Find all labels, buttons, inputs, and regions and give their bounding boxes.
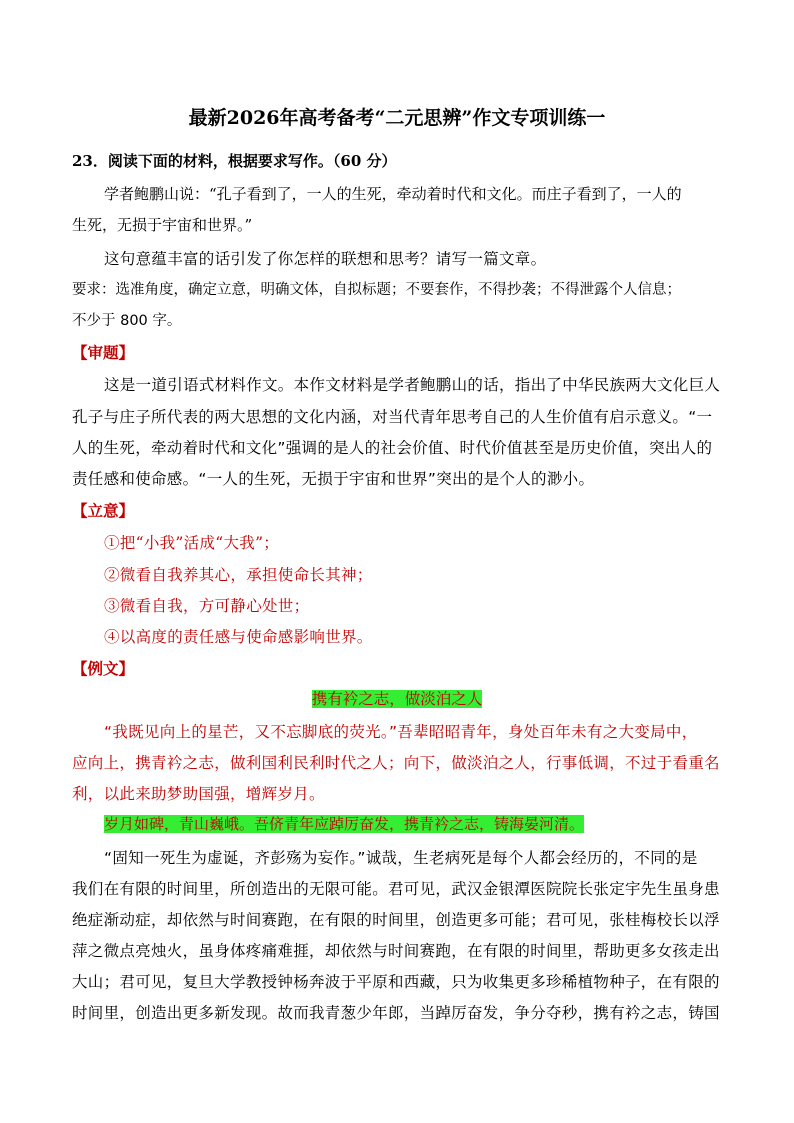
- analysis-line-2: 孔子与庄子所代表的两大思想的文化内涵，对当代青年思考自己的人生价值有启示意义。“一: [72, 408, 713, 426]
- requirement-line-2: 不少于 800 字。: [72, 313, 182, 329]
- example-heading: 【例文】: [72, 660, 135, 678]
- requirement-line-1: 要求：选准角度，确定立意，明确文体，自拟标题；不要套作，不得抄袭；不得泄露个人信息；: [72, 282, 681, 298]
- para2-line-5: 大山；君可见，复旦大学教授钟杨奔波于平原和西藏，只为收集更多珍稀植物种子，在有限的: [72, 973, 720, 991]
- theme-item-1: ①把“小我”活成“大我”；: [104, 534, 280, 552]
- highlight-row: [104, 813, 584, 834]
- document-title: 最新2026年高考备考“二元思辨”作文专项训练一: [188, 107, 606, 129]
- highlight-sentence: 岁月如碑，青山巍峨。吾侪青年应踔厉奋发，携青衿之志，铸海晏河清。: [104, 815, 585, 833]
- theme-item-4: ④以高度的责任感与使命感影响世界。: [104, 628, 373, 646]
- analysis-line-3: 人的生死，牵动着时代和文化”强调的是人的社会价值、时代价值甚至是历史价值，突出人的: [72, 439, 713, 457]
- analysis-line-4: 责任感和使命感。“一人的生死，无损于宇宙和世界”突出的是个人的渺小。: [72, 470, 595, 488]
- para1-line-2: 应向上，携青衿之志，做利国利民利时代之人；向下，做淡泊之人，行事低调，不过于看重名: [72, 754, 720, 772]
- material-line-2: 生死，无损于宇宙和世界。”: [72, 216, 253, 234]
- para1-line-1: “我既见向上的星芒，又不忘脚底的荧光。”吾辈昭昭青年，身处百年未有之大变局中，: [104, 723, 698, 741]
- para2-line-1: “固知一死生为虚诞，齐彭殇为妄作。”诚哉，生老病死是每个人都会经历的，不同的是: [104, 849, 698, 867]
- theme-item-2: ②微看自我养其心，承担使命长其神；: [104, 566, 373, 584]
- material-line-1: 学者鲍鹏山说：“孔子看到了，一人的生死，牵动着时代和文化。而庄子看到了，一人的: [104, 185, 682, 203]
- analysis-line-1: 这是一道引语式材料作文。本作文材料是学者鲍鹏山的话，指出了中华民族两大文化巨人: [104, 376, 721, 394]
- analysis-heading: 【审题】: [72, 344, 135, 362]
- para2-line-4: 萍之微点亮烛火，虽身体疼痛难捱，却依然与时间赛跑，在有限的时间里，帮助更多女孩走出: [72, 942, 720, 960]
- question-prompt: 这句意蕴丰富的话引发了你怎样的联想和思考？请写一篇文章。: [104, 250, 547, 268]
- para1-line-3: 利，以此来助梦助国强，增辉岁月。: [72, 785, 325, 803]
- theme-item-3: ③微看自我，方可静心处世；: [104, 597, 310, 615]
- para2-line-3: 绝症渐动症，却依然与时间赛跑，在有限的时间里，创造更多可能；君可见，张桂梅校长以浮: [72, 911, 720, 929]
- question-header: 23．阅读下面的材料，根据要求写作。（60 分）: [72, 152, 397, 170]
- para2-line-6: 时间里，创造出更多新发现。故而我青葱少年郎，当踔厉奋发，争分夺秒，携有衿之志，铸国: [72, 1004, 720, 1022]
- essay-title-row: [0, 687, 794, 709]
- essay-title: 携有衿之志，做淡泊之人: [311, 690, 483, 708]
- para2-line-2: 我们在有限的时间里，所创造出的无限可能。君可见，武汉金银潭医院院长张定宇先生虽身患: [72, 880, 720, 898]
- theme-heading: 【立意】: [72, 502, 135, 520]
